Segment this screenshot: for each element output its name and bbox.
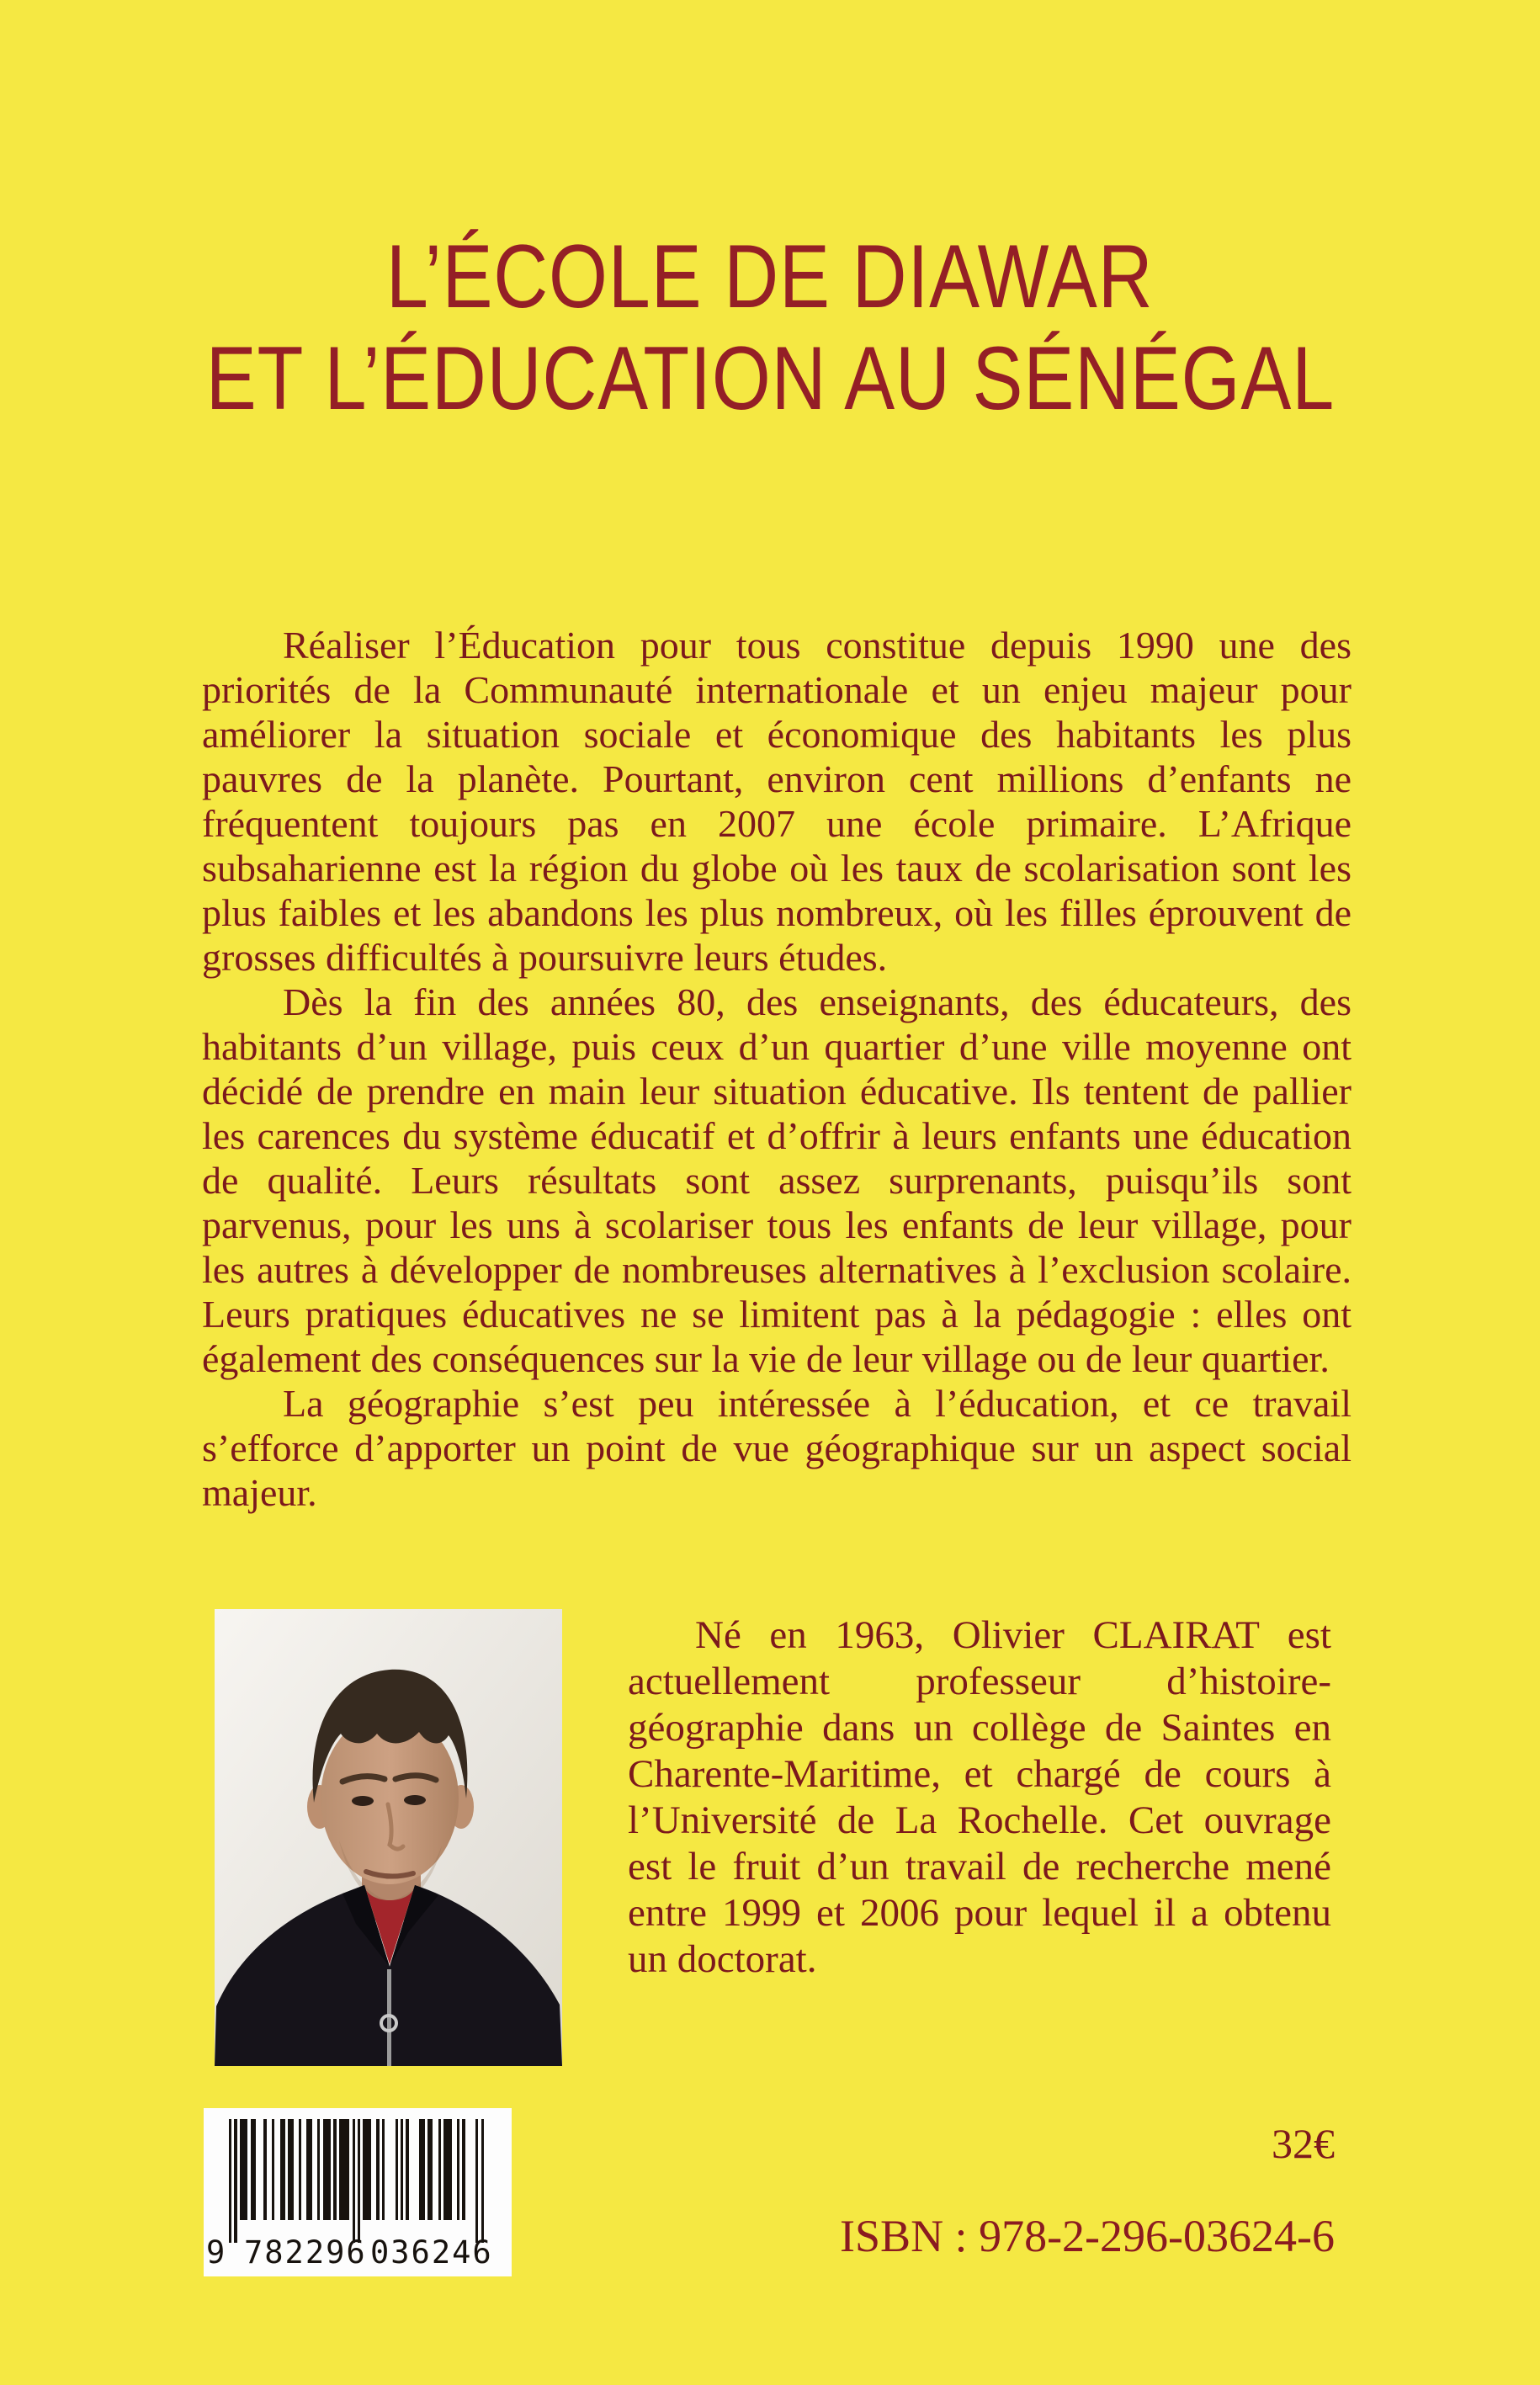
synopsis-paragraph: Réaliser l’Éducation pour tous constitue depuis 1990 une des priorités de la Communauté internationale et un enjeu majeur pour améliorer la situation sociale et économique des habitants les plus pauvres de la planète. Pourtant, environ cent millions d’enfants ne fréquentent toujours pas en 2007 une école primaire. L’Afrique subsaharienne est la région du globe où les taux de scolarisation sont les plus faibles et les abandons les plus nombreux, où les filles éprouvent de grosses difficultés à poursuivre leurs études. (202, 624, 1351, 979)
portrait-zipper (387, 1969, 391, 2066)
barcode-digits-left: 782296 (244, 2234, 367, 2271)
author-bio: Né en 1963, Olivier CLAIRAT est actuellement professeur d’histoire-géographie dans un collège de Saintes en Charente-Maritime, et chargé de cours à l’Université de La Rochelle. Cet ouvrage est le fruit d’un travail de recherche mené entre 1999 et 2006 pour lequel il a obtenu un doctorat. (628, 1613, 1331, 1981)
portrait-eye-right (404, 1795, 426, 1805)
barcode-digit-system: 9 (206, 2234, 227, 2271)
synopsis-paragraph: Dès la fin des années 80, des enseignants, des éducateurs, des habitants d’un village, puis ceux d’un quartier d’une ville moyenne ont décidé de prendre en main leur situation éducative. Ils tentent de pallier les carences du système éducatif et d’offrir à leurs enfants une éducation de qualité. Leurs résultats sont assez surprenants, puisqu’ils sont parvenus, pour les uns à scolariser tous les enfants de leur village, pour les autres à développer de nombreuses alternatives à l’exclusion scolaire. Leurs pratiques éducatives ne se limitent pas à la pédagogie : elles ont également des conséquences sur la vie de leur village ou de leur quartier. (202, 980, 1351, 1380)
isbn-label: ISBN : 978-2-296-03624-6 (840, 2211, 1335, 2261)
barcode-digits-right: 036246 (370, 2234, 493, 2271)
barcode (204, 2108, 512, 2276)
author-photo (215, 1609, 562, 2066)
title-line-1-wrap (0, 226, 1540, 327)
title-line-2-wrap (0, 327, 1540, 429)
author-portrait-illustration (215, 1609, 562, 2066)
book-title (0, 226, 1540, 429)
barcode-bars (229, 2119, 484, 2243)
price-label: 32€ (1272, 2120, 1335, 2167)
portrait-eye-left (352, 1796, 374, 1806)
synopsis (202, 623, 1351, 1515)
title-line-2: ET L’ÉDUCATION AU SÉNÉGAL (205, 327, 1335, 428)
synopsis-paragraph: La géographie s’est peu intéressée à l’éducation, et ce travail s’efforce d’apporter un point de vue géographique sur un aspect social majeur. (202, 1382, 1351, 1514)
title-line-1: L’ÉCOLE DE DIAWAR (386, 226, 1154, 327)
